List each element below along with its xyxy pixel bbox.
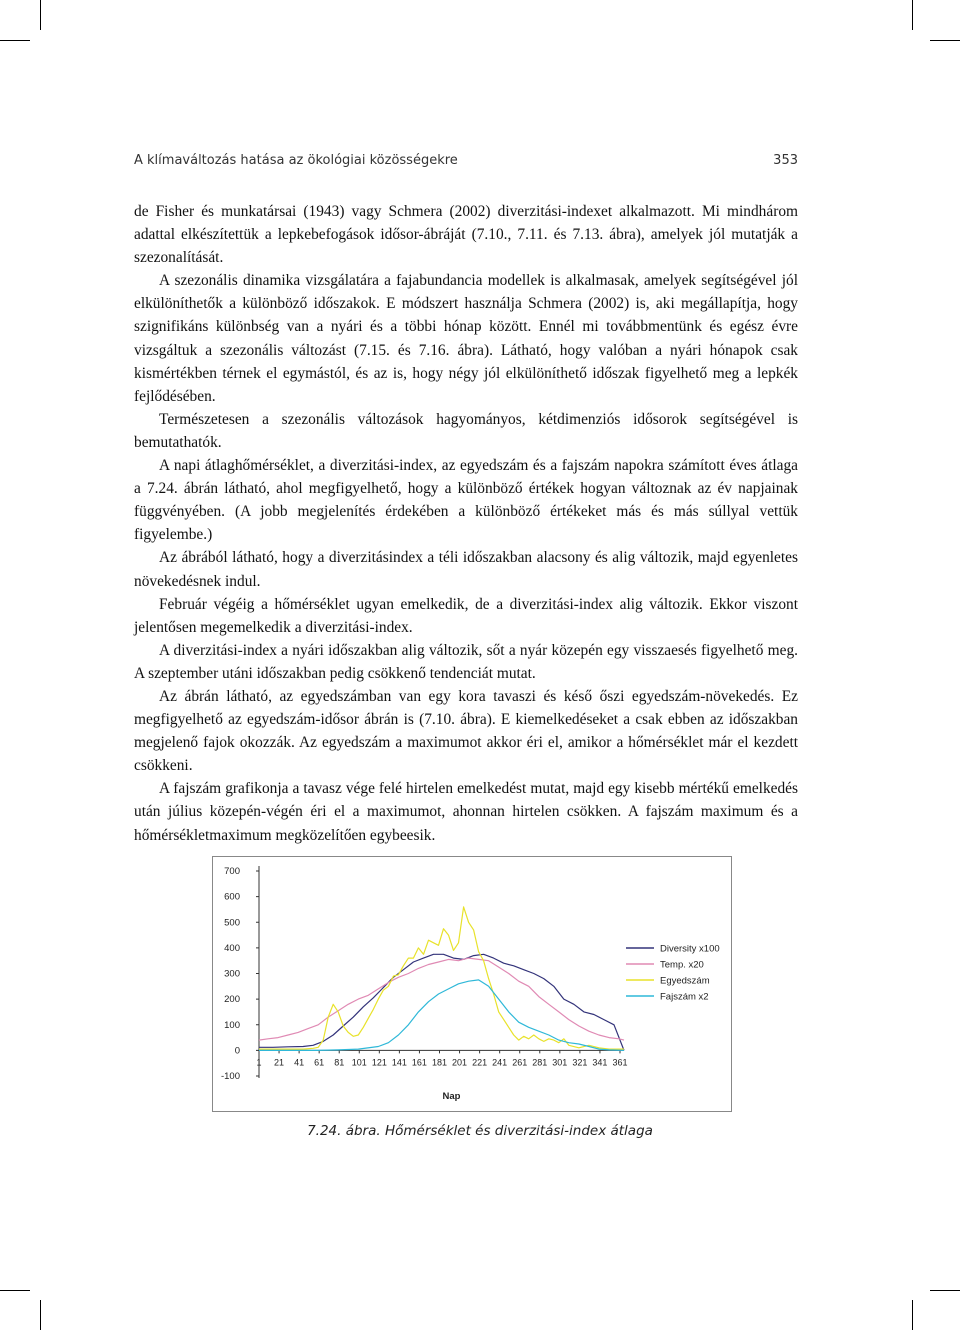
y-tick-label: 700 — [224, 866, 240, 877]
x-tick-label: 281 — [532, 1057, 548, 1068]
legend-label-egyed: Egyedszám — [660, 975, 710, 987]
x-tick-label: 61 — [314, 1057, 325, 1068]
paragraph: Az ábrából látható, hogy a diverzitásindex a téli időszakban alacsony és alig változik, majd egyenletes növekedésnek indul. — [134, 549, 798, 590]
x-tick-label: 41 — [294, 1057, 305, 1068]
running-title: A klímaváltozás hatása az ökológiai közösségekre — [134, 153, 458, 168]
paragraph: A szezonális dinamika vizsgálatára a fajabundancia modellek is alkalmasak, amelyek segítségével jól elkülöníthetők a különböző időszakok. E módszert használja Schmera (2002) is, aki megállapítja, hogy szignifikáns különbség van a nyári és a többi hónap között. Ennél mi továbbmentünk és egész évre vizsgáltuk a szezonális változást (7.15. és 7.16. ábra). Látható, hogy valóban a nyári hónapok csak kismértékben térnek el egymástól, és az is, hogy négy jól elkülöníthető időszak figyelhető meg a lepkék fejlődésében. — [134, 272, 798, 405]
crop-mark — [930, 40, 960, 41]
y-tick-label: 200 — [224, 994, 240, 1006]
x-axis-label: Nap — [442, 1091, 461, 1102]
legend-label-diversity: Diversity x100 — [660, 943, 720, 955]
crop-mark — [930, 1290, 960, 1291]
legend-label-fajszam: Fajszám x2 — [660, 991, 709, 1003]
x-tick-label: 201 — [452, 1057, 468, 1068]
x-tick-label: 241 — [492, 1057, 508, 1068]
y-tick-label: 400 — [224, 942, 240, 954]
x-tick-label: 21 — [274, 1057, 285, 1068]
x-tick-label: 181 — [431, 1057, 448, 1068]
x-tick-label: 221 — [472, 1057, 488, 1068]
y-tick-label: 100 — [224, 1019, 240, 1031]
y-tick-label: 0 — [234, 1045, 240, 1057]
paragraph: A fajszám grafikonja a tavasz vége felé hirtelen emelkedést mutat, majd egy kisebb mértékű emelkedés után július közepén-végén éri el a maximumot, ahonnan hirtelen csökken. A fajszám maximum és a hőmérsékletmaximum megközelítően egybeesik. — [134, 780, 798, 844]
x-tick-label: 341 — [592, 1057, 608, 1068]
figure-caption: 7.24. ábra. Hőmérséklet és diverzitási-index átlaga — [307, 1123, 653, 1139]
x-tick-label: 141 — [391, 1057, 407, 1068]
y-tick-label: 500 — [224, 917, 240, 929]
crop-mark — [912, 1300, 913, 1330]
crop-mark — [0, 1290, 30, 1291]
y-tick-label: 300 — [224, 968, 240, 980]
x-tick-label: 121 — [371, 1057, 387, 1068]
x-tick-label: 1 — [256, 1057, 262, 1068]
x-tick-label: 261 — [512, 1057, 528, 1068]
x-tick-label: 321 — [572, 1057, 588, 1068]
crop-mark — [0, 40, 30, 41]
y-tick-label: 600 — [224, 891, 240, 903]
x-tick-label: 161 — [411, 1057, 427, 1068]
x-tick-label: 81 — [334, 1057, 345, 1068]
y-tick-label: -100 — [220, 1071, 240, 1082]
paragraph: Az ábrán látható, az egyedszámban van egy kora tavaszi és késő őszi egyedszám-növekedés. Ez megfigyelhető az egyedszám-idősor ábrán is (7.10. ábra). E kiemelkedéseket a csak ebben az időszakban megjelenő fajok okozzák. Az egyedszám a maximumot akkor éri el, amikor a hőmérséklet már el kezdett csökkeni. — [134, 687, 798, 775]
running-header — [134, 153, 798, 173]
crop-mark — [40, 0, 41, 30]
paragraph: A diverzitási-index a nyári időszakban alig változik, sőt a nyár közepén egy visszaesés figyelhető meg. A szeptember utáni időszakban pedig csökkenő tendenciát mutat. — [134, 641, 798, 682]
page-number: 353 — [773, 153, 798, 168]
figure-chart — [212, 856, 732, 1112]
x-tick-label: 361 — [612, 1057, 628, 1068]
crop-mark — [912, 0, 913, 30]
line-chart — [212, 856, 732, 1112]
paragraph: Február végéig a hőmérséklet ugyan emelkedik, de a diverzitási-index alig változik. Ekkor viszont jelentősen megemelkedik a diverzitási-index. — [134, 595, 798, 636]
paragraph: de Fisher és munkatársai (1943) vagy Schmera (2002) diverzitási-indexet alkalmazott. Mi mindhárom adattal elkészítettük a lepkebefogások idősor-ábráját (7.10., 7.11. és 7.13. ábra), amelyek jól mutatják a szezonalítását. — [134, 203, 798, 267]
body-text — [134, 200, 798, 847]
x-tick-label: 301 — [552, 1057, 568, 1068]
crop-mark — [40, 1300, 41, 1330]
legend-label-temp: Temp. x20 — [660, 959, 704, 971]
paragraph: Természetesen a szezonális változások hagyományos, kétdimenziós idősorok segítségével is bemutathatók. — [134, 410, 798, 451]
x-tick-label: 101 — [351, 1057, 367, 1068]
paragraph: A napi átlaghőmérséklet, a diverzitási-index, az egyedszám és a fajszám napokra számított éves átlaga a 7.24. ábrán látható, ahol megfigyelhető, hogy a különböző értékek hogyan változnak az év napjainak függvényében. (A jobb megjelenítés érdekében a különböző értékeket más és más súllyal vettük figyelembe.) — [134, 457, 798, 544]
